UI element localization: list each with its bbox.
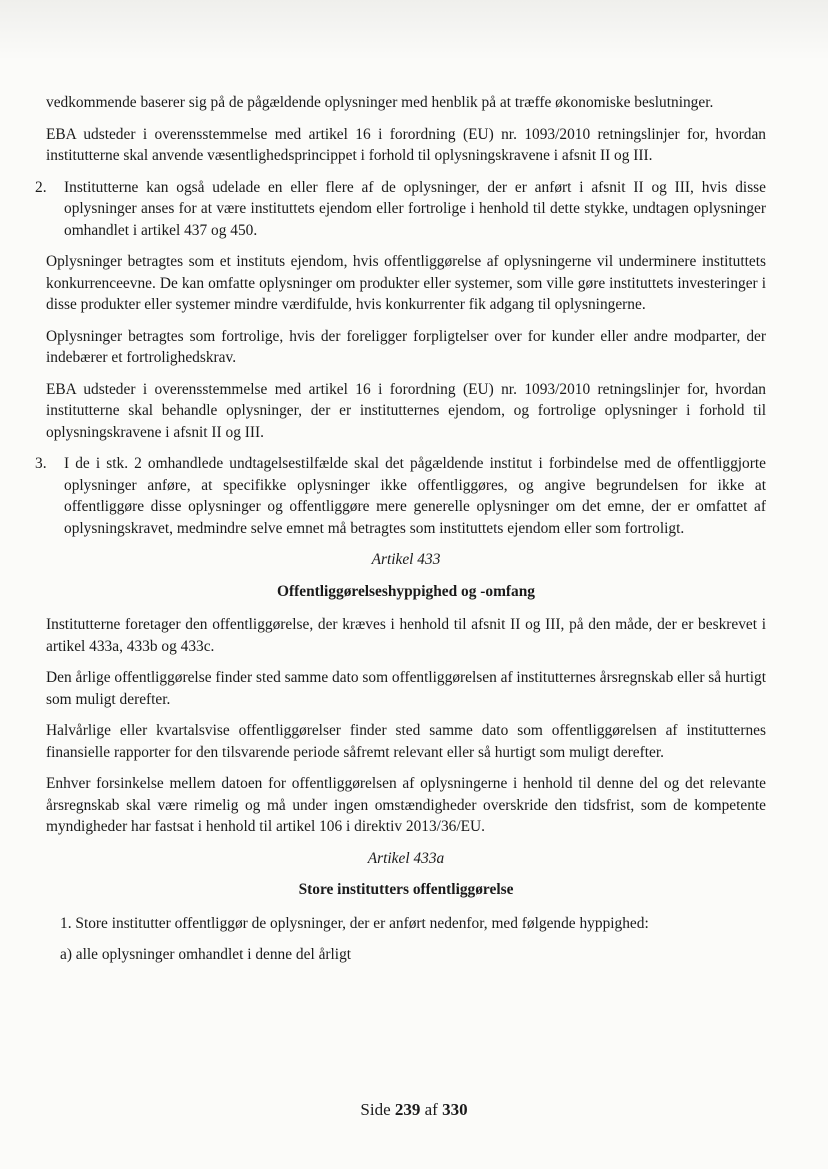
paragraph: Institutterne foretager den offentliggørelse, der kræves i henhold til afsnit II og III, på den måde, der er beskrevet i artikel 433a, 433b og 433c. (46, 616, 766, 655)
page-label: Side (360, 1100, 391, 1119)
article-number: Artikel 433 (371, 551, 441, 568)
paragraph: Den årlige offentliggørelse finder sted samme dato som offentliggørelsen af institutternes årsregnskab eller så hurtigt som muligt derefter. (46, 669, 767, 708)
paragraph: EBA udsteder i overensstemmelse med artikel 16 i forordning (EU) nr. 1093/2010 retningslinjer for, hvordan institutterne skal anvende væsentlighedsprincippet i forhold til oplysningskravene i afsnit II og III. (46, 125, 766, 164)
page-of: af (424, 1100, 438, 1119)
scan-shade (0, 0, 828, 60)
numbered-item-3 (35, 453, 766, 539)
paragraph: vedkommende baserer sig på de pågældende oplysninger med henblik på at træffe økonomiske beslutninger. (46, 94, 714, 111)
paragraph: Halvårlige eller kvartalsvise offentliggørelser finder sted samme dato som offentliggørelsen af institutternes finansielle rapporter for den tilsvarende periode såfremt relevant eller så hurtigt som muligt derefter. (46, 722, 766, 761)
numbered-item-2 (35, 177, 766, 242)
paragraph: 1. Store institutter offentliggør de oplysninger, der er anført nedenfor, med følgende hyppighed: (60, 914, 649, 932)
item-number: 3. (35, 455, 47, 472)
page-total: 330 (442, 1100, 468, 1119)
article-number: Artikel 433a (367, 849, 445, 867)
article-heading: Store institutters offentliggørelse (298, 881, 514, 898)
paragraph: Enhver forsinkelse mellem datoen for offentliggørelsen af oplysningerne i henhold til denne del og det relevante årsregnskab skal være rimelig og må under ingen omstændigheder overskride den tidsfrist, som de kompetente myndigheder har fastsat i henhold til artikel 106 i direktiv 2013/36/EU. (46, 775, 766, 835)
item-number: 2. (35, 178, 47, 196)
paragraph: a) alle oplysninger omhandlet i denne del årligt (60, 946, 352, 963)
document-body (35, 92, 767, 976)
article-heading: Offentliggørelseshyppighed og -omfang (277, 582, 535, 600)
page-number: 239 (394, 1100, 421, 1119)
page-footer (0, 1100, 828, 1120)
item-text: Institutterne kan også udelade en eller flere af de oplysninger, der er anført i afsnit II og III, hvis disse oplysninger anses for at være instituttets ejendom eller fortrolige i henhold til dette stykke, undtagen oplysninger omhandlet i artikel 437 og 450. (64, 178, 766, 239)
paragraph: Oplysninger betragtes som et instituts ejendom, hvis offentliggørelse af oplysningerne vil underminere instituttets konkurrenceevne. De kan omfatte oplysninger om produkter eller systemer, som ville gøre instituttets investeringer i disse produkter eller systemer mindre værdifulde, hvis konkurrenter fik adgang til oplysningerne. (46, 253, 766, 313)
item-text: I de i stk. 2 omhandlede undtagelsestilfælde skal det pågældende institut i forbindelse med de offentliggjorte oplysninger anføre, at specifikke oplysninger ikke offentliggøres, og angive begrundelsen for ikke at offentliggøre disse oplysninger og offentliggøre mere generelle oplysninger om det emne, der er omfattet af oplysningskravet, medmindre selve emnet må betragtes som instituttets ejendom eller som fortroligt. (64, 455, 766, 537)
paragraph: EBA udsteder i overensstemmelse med artikel 16 i forordning (EU) nr. 1093/2010 retningslinjer for, hvordan institutterne skal behandle oplysninger, der er institutternes ejendom, og fortrolige oplysninger i forhold til oplysningskravene i afsnit II og III. (46, 380, 766, 441)
paragraph: Oplysninger betragtes som fortrolige, hvis der foreligger forpligtelser over for kunder eller andre modparter, der indebærer et fortrolighedskrav. (46, 327, 766, 366)
